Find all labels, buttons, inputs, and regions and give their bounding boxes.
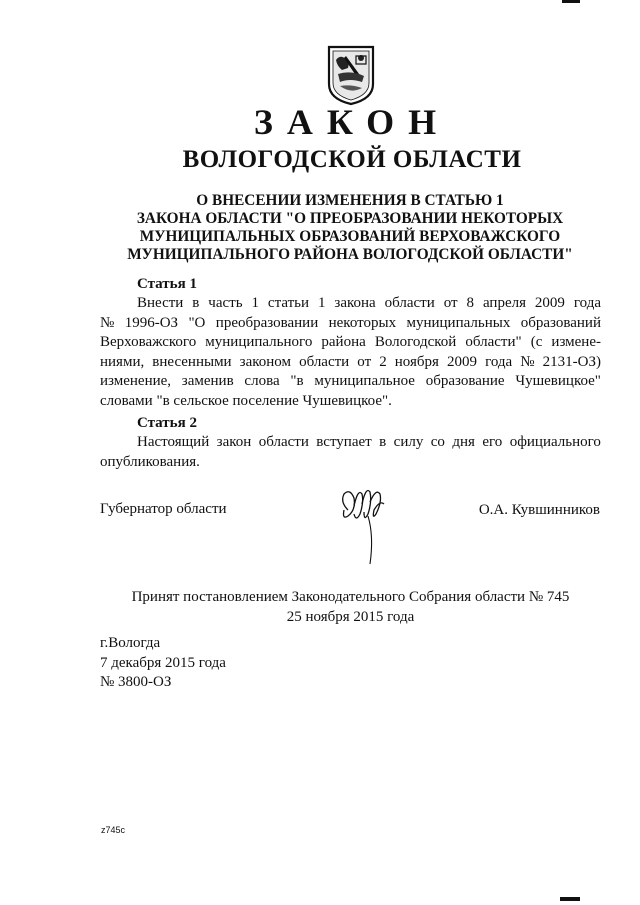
word: официального bbox=[509, 434, 601, 450]
vologda-coat-of-arms-icon bbox=[326, 44, 376, 106]
word: муниципальное bbox=[314, 373, 415, 389]
signing-date: 7 декабря 2015 года bbox=[100, 654, 226, 671]
word: от bbox=[443, 295, 458, 311]
word: "в bbox=[290, 373, 304, 389]
word: образований bbox=[520, 314, 601, 331]
word: 2009 bbox=[534, 295, 565, 311]
signer-position: Губернатор области bbox=[100, 501, 227, 517]
word: слова bbox=[244, 373, 280, 389]
article-1-line bbox=[100, 372, 601, 392]
handwritten-signature-icon bbox=[334, 480, 390, 566]
subject-line: МУНИЦИПАЛЬНОГО РАЙОНА ВОЛОГОДСКОЙ ОБЛАСТИ" bbox=[127, 246, 573, 263]
article-1-body bbox=[100, 294, 601, 411]
adoption-line-2: 25 ноября 2015 года bbox=[286, 608, 415, 625]
word: силу bbox=[393, 434, 424, 450]
law-title: ЗАКОН bbox=[253, 102, 451, 142]
word: образование bbox=[425, 373, 505, 389]
word: 8 bbox=[466, 295, 475, 311]
word: муниципального bbox=[205, 334, 313, 350]
article-1-heading: Статья 1 bbox=[137, 276, 197, 292]
article-1-line bbox=[100, 294, 601, 314]
word: преобразовании bbox=[215, 314, 319, 331]
word: Чушевицкое" bbox=[515, 373, 601, 389]
word: внесенными bbox=[152, 353, 232, 370]
scan-mark-top bbox=[562, 0, 580, 3]
subject-line: ЗАКОНА ОБЛАСТИ "О ПРЕОБРАЗОВАНИИ НЕКОТОРЫХ bbox=[136, 210, 564, 227]
word: законом bbox=[239, 353, 291, 370]
word: закон bbox=[216, 434, 252, 450]
word: его bbox=[482, 434, 503, 450]
article-2-heading: Статья 2 bbox=[137, 415, 197, 431]
subject-line: МУНИЦИПАЛЬНЫХ ОБРАЗОВАНИЙ ВЕРХОВАЖСКОГО bbox=[139, 228, 561, 245]
document-code: z745c bbox=[101, 825, 126, 835]
word: заменив bbox=[181, 373, 234, 389]
adoption-line-1: Принят постановлением Законодательного Собрания области № 745 bbox=[131, 589, 570, 605]
word: Верховажского bbox=[100, 334, 197, 350]
word: (с bbox=[530, 334, 543, 350]
word: № bbox=[520, 353, 535, 370]
subject-line: О ВНЕСЕНИИ ИЗМЕНЕНИЯ В СТАТЬЮ 1 bbox=[196, 192, 504, 209]
word: в bbox=[379, 434, 387, 450]
law-subject bbox=[100, 192, 600, 264]
word: области" bbox=[465, 334, 522, 350]
word: 2 bbox=[379, 353, 387, 370]
place-date-block bbox=[100, 634, 226, 693]
article-1-line bbox=[100, 314, 601, 334]
scan-mark-bottom bbox=[560, 897, 580, 901]
word: 1 bbox=[251, 295, 259, 311]
word: области bbox=[384, 295, 435, 311]
word: в bbox=[192, 295, 200, 311]
law-number: № 3800-ОЗ bbox=[100, 674, 172, 690]
word: № bbox=[100, 314, 115, 331]
word: измене- bbox=[551, 334, 601, 350]
adoption-note bbox=[100, 588, 601, 627]
region-title: ВОЛОГОДСКОЙ ОБЛАСТИ bbox=[182, 146, 522, 173]
word: области bbox=[299, 353, 350, 370]
word: закона bbox=[334, 295, 376, 311]
word: Настоящий bbox=[137, 434, 210, 450]
city: г.Вологда bbox=[100, 635, 161, 651]
article-1-line bbox=[100, 333, 601, 353]
article-2-body bbox=[100, 433, 601, 472]
article-2-line: опубликования. bbox=[100, 453, 200, 470]
word: статьи bbox=[267, 295, 310, 311]
word: изменение, bbox=[100, 373, 172, 389]
word: некоторых bbox=[328, 314, 397, 331]
word: года bbox=[485, 353, 513, 370]
word: ниями, bbox=[100, 353, 145, 370]
signer-name: О.А. Кувшинников bbox=[478, 502, 600, 518]
word: 2009 bbox=[447, 353, 478, 370]
article-1-line: словами "в сельское поселение Чушевицкое". bbox=[100, 392, 392, 409]
word: года bbox=[573, 295, 601, 311]
word: области bbox=[258, 434, 309, 450]
word: часть bbox=[208, 295, 243, 311]
word: 1996-ОЗ bbox=[124, 314, 179, 331]
word: 2131-ОЗ) bbox=[542, 353, 601, 370]
word: апреля bbox=[482, 295, 526, 311]
article-1-line bbox=[100, 353, 601, 373]
word: муниципальных bbox=[406, 314, 511, 331]
word: района bbox=[321, 334, 366, 350]
word: дня bbox=[452, 434, 475, 450]
word: вступает bbox=[316, 434, 372, 450]
word: от bbox=[357, 353, 372, 370]
word: 1 bbox=[317, 295, 326, 311]
word: Вологодской bbox=[374, 334, 457, 350]
word: ноября bbox=[394, 353, 439, 370]
word: "О bbox=[188, 314, 206, 331]
word: со bbox=[430, 434, 445, 450]
article-2-line bbox=[100, 433, 601, 453]
word: Внести bbox=[137, 295, 184, 311]
